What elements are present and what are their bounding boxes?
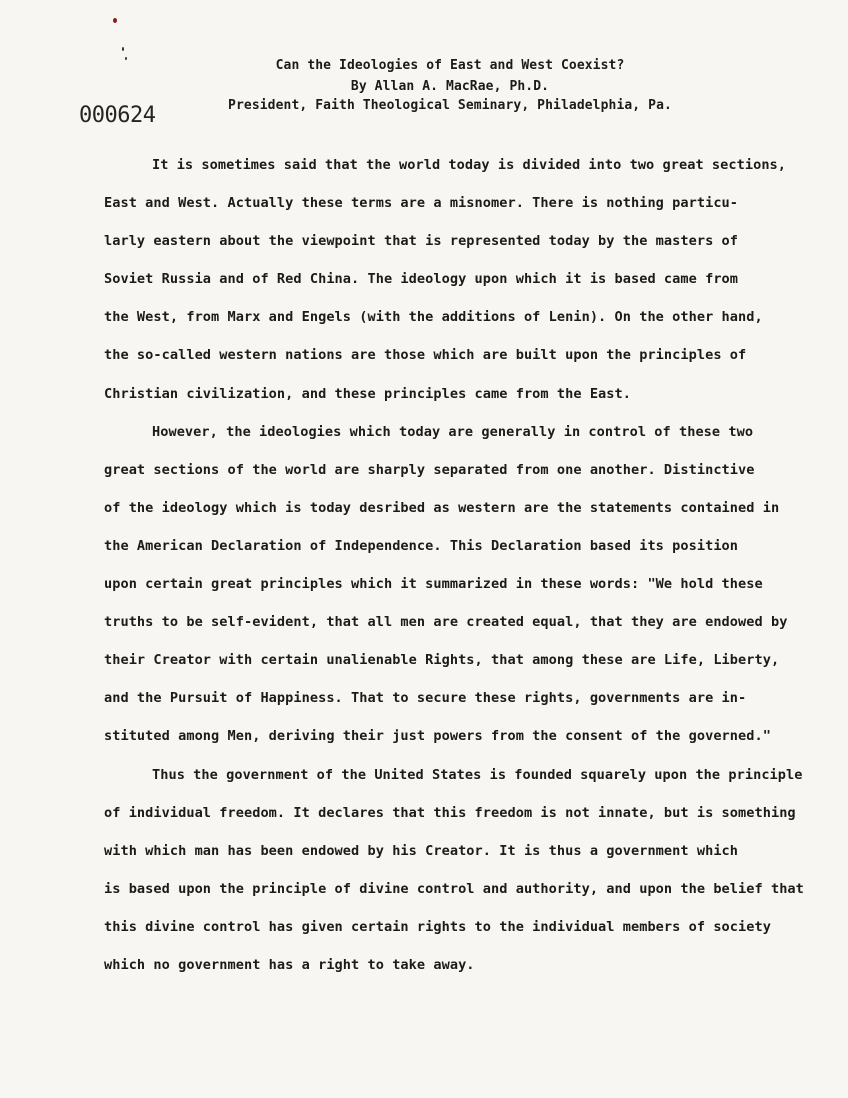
text-line: their Creator with certain unalienable Rights, that among these are Life, Liberty,	[104, 652, 780, 669]
scan-speck	[113, 18, 117, 23]
document-byline: By Allan A. MacRae, Ph.D.	[350, 79, 550, 94]
document-number-stamp: 000624	[79, 103, 156, 128]
text-line: East and West. Actually these terms are a misnomer. There is nothing particu-	[104, 195, 739, 212]
document-affiliation: President, Faith Theological Seminary, Philadelphia, Pa.	[228, 98, 672, 113]
paragraph	[104, 146, 814, 413]
text-line: stituted among Men, deriving their just powers from the consent of the governed."	[104, 728, 771, 745]
scan-speck	[122, 47, 124, 51]
text-line: of individual freedom. It declares that this freedom is not innate, but is something	[104, 804, 796, 821]
text-line: It is sometimes said that the world today is divided into two great sections,	[152, 157, 787, 173]
text-line: larly eastern about the viewpoint that is represented today by the masters of	[104, 233, 739, 250]
scan-speck	[125, 57, 127, 60]
document-body	[104, 146, 814, 984]
text-line: the so-called western nations are those which are built upon the principles of	[104, 347, 747, 364]
paragraph	[104, 756, 814, 985]
text-line: and the Pursuit of Happiness. That to secure these rights, governments are in-	[104, 690, 747, 707]
text-line: this divine control has given certain rights to the individual members of society	[104, 918, 771, 935]
text-line: with which man has been endowed by his Creator. It is thus a government which	[104, 842, 739, 859]
text-line: is based upon the principle of divine control and authority, and upon the belief that	[104, 880, 804, 897]
text-line: the West, from Marx and Engels (with the additions of Lenin). On the other hand,	[104, 309, 763, 326]
text-line: upon certain great principles which it summarized in these words: "We hold these	[104, 576, 763, 593]
text-line: great sections of the world are sharply separated from one another. Distinctive	[104, 461, 755, 478]
text-line: However, the ideologies which today are generally in control of these two	[152, 423, 754, 440]
text-line: truths to be self-evident, that all men are created equal, that they are endowed by	[104, 614, 788, 631]
text-line: which no government has a right to take away.	[104, 956, 475, 973]
text-line: Soviet Russia and of Red China. The ideology upon which it is based came from	[104, 271, 739, 288]
document-title: Can the Ideologies of East and West Coexist?	[275, 58, 625, 73]
text-line: of the ideology which is today desribed as western are the statements contained in	[104, 499, 780, 516]
paragraph	[104, 413, 814, 756]
text-line: Thus the government of the United States is founded squarely upon the principle	[152, 766, 803, 783]
text-line: Christian civilization, and these principles came from the East.	[104, 385, 631, 402]
text-line: the American Declaration of Independence. This Declaration based its position	[104, 537, 739, 554]
